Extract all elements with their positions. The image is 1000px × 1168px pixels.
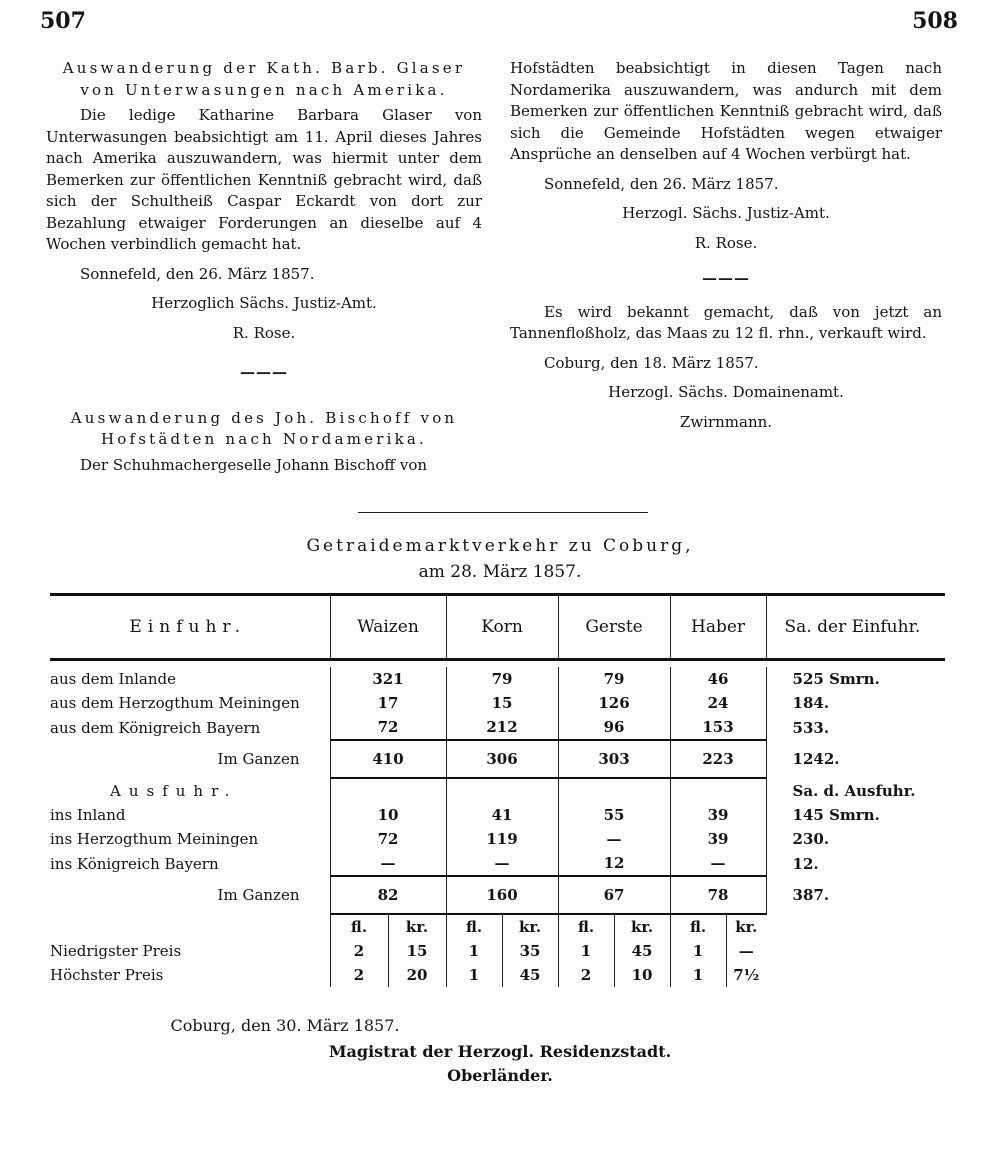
- cell-value: —: [670, 851, 766, 876]
- cell-sum: 145 Smrn.: [766, 803, 945, 827]
- unit-kr: kr.: [388, 914, 446, 939]
- row-label: aus dem Herzogthum Meiningen: [50, 694, 300, 712]
- cell-value: 79: [558, 667, 670, 691]
- cell-value: 55: [558, 803, 670, 827]
- market-date: am 28. März 1857.: [418, 562, 582, 582]
- cell-value: 79: [446, 667, 558, 691]
- unit-fl: fl.: [670, 914, 726, 939]
- cell-price: 1: [558, 939, 614, 963]
- notice-body-bischoff-start: Der Schuhmachergeselle Johann Bischoff von: [80, 455, 428, 474]
- cell-value: 15: [446, 691, 558, 715]
- table-row: [50, 803, 945, 827]
- cell-price: 20: [388, 963, 446, 987]
- cell-sum-total: 1242.: [766, 740, 945, 778]
- cell-price: 1: [446, 939, 502, 963]
- import-total-row: [50, 740, 945, 778]
- cell-value: 24: [670, 691, 766, 715]
- cell-price: 1: [446, 963, 502, 987]
- cell-price: 2: [558, 963, 614, 987]
- header-gerste: Gerste: [558, 595, 670, 660]
- notice-title-glaser-line1: Auswanderung der Kath. Barb. Glaser: [62, 59, 466, 77]
- footer-signature: Oberländer.: [447, 1066, 553, 1085]
- cell-value: —: [330, 851, 446, 876]
- cell-price: 1: [670, 963, 726, 987]
- cell-price: 35: [502, 939, 558, 963]
- row-label: Höchster Preis: [50, 966, 164, 984]
- cell-value: —: [558, 827, 670, 851]
- header-einfuhr: Einfuhr.: [50, 595, 330, 660]
- notice-signature-holz: Zwirnmann.: [679, 412, 773, 431]
- cell-value: 96: [558, 715, 670, 740]
- table-row: [50, 691, 945, 715]
- notice-place-date-holz: Coburg, den 18. März 1857.: [544, 353, 759, 372]
- unit-kr: kr.: [502, 914, 558, 939]
- section-rule: [358, 512, 648, 513]
- price-row-high: [50, 963, 945, 987]
- notice-body-glaser: Die ledige Katharine Barbara Glaser von Unterwasungen beabsichtigt am 11. April dieses Jahres nach Amerika auszuwandern, was hiermit unter dem Bemerken zur öffentlichen Kenntniß gebracht wird, daß sich der Schultheiß Caspar Eckardt von dort zur Bezahlung etwaiger Forderungen an dieselbe auf 4 Wochen verbindlich gemacht hat.: [46, 106, 482, 253]
- row-label: ins Herzogthum Meiningen: [50, 830, 259, 848]
- header-korn: Korn: [446, 595, 558, 660]
- cell-sum: 533.: [766, 715, 945, 740]
- notice-title-glaser-line2: von Unterwasungen nach Amerika.: [80, 80, 448, 99]
- cell-sum-total: 387.: [766, 876, 945, 914]
- cell-price: —: [726, 939, 766, 963]
- cell-sum: 230.: [766, 827, 945, 851]
- header-sum-export: Sa. d. Ausfuhr.: [766, 778, 945, 803]
- cell-value: 12: [558, 851, 670, 876]
- row-label: aus dem Königreich Bayern: [50, 718, 261, 737]
- unit-kr: kr.: [614, 914, 670, 939]
- export-total-row: [50, 876, 945, 914]
- footer-place-date: Coburg, den 30. März 1857.: [170, 1016, 400, 1035]
- header-sum-import: Sa. der Einfuhr.: [766, 595, 945, 660]
- table-header-row: [50, 595, 945, 660]
- cell-sum: 12.: [766, 851, 945, 876]
- page-number-left: 507: [40, 8, 86, 34]
- cell-value: 321: [330, 667, 446, 691]
- row-label: ins Inland: [50, 806, 126, 824]
- page-number-right: 508: [912, 8, 958, 34]
- cell-total: 160: [446, 876, 558, 914]
- cell-price: 7½: [726, 963, 766, 987]
- cell-price: 15: [388, 939, 446, 963]
- notice-place-date-glaser: Sonnefeld, den 26. März 1857.: [80, 264, 315, 283]
- cell-value: 119: [446, 827, 558, 851]
- row-label: aus dem Inlande: [50, 670, 177, 688]
- unit-row: [50, 914, 945, 939]
- cell-value: 46: [670, 667, 766, 691]
- notice-signature-glaser: R. Rose.: [232, 323, 296, 342]
- notice-authority-glaser: Herzoglich Sächs. Justiz-Amt.: [151, 294, 377, 312]
- cell-value: 17: [330, 691, 446, 715]
- header-waizen: Waizen: [330, 595, 446, 660]
- cell-value: 10: [330, 803, 446, 827]
- cell-value: 126: [558, 691, 670, 715]
- notice-separator: ———: [240, 363, 288, 381]
- grain-market-table: [50, 593, 945, 987]
- unit-fl: fl.: [558, 914, 614, 939]
- table-row: [50, 667, 945, 691]
- cell-sum: 525 Smrn.: [766, 667, 945, 691]
- cell-total: 303: [558, 740, 670, 778]
- footer-authority: Magistrat der Herzogl. Residenzstadt.: [328, 1042, 672, 1061]
- notice-authority-holz: Herzogl. Sächs. Domainenamt.: [608, 383, 844, 401]
- table-row: [50, 715, 945, 740]
- header-haber: Haber: [670, 595, 766, 660]
- export-section-label: Ausfuhr.: [110, 781, 238, 800]
- cell-value: 41: [446, 803, 558, 827]
- unit-fl: fl.: [330, 914, 388, 939]
- table-row: [50, 851, 945, 876]
- export-section-row: [50, 778, 945, 803]
- left-column: [46, 58, 482, 476]
- cell-value: 39: [670, 827, 766, 851]
- notice-body-bischoff-cont: Hofstädten beabsichtigt in diesen Tagen nach Nordamerika auszuwandern, was andurch mit dem Bemerken zur öffentlichen Kenntniß gebracht wird, daß sich die Gemeinde Hofstädten wegen etwaiger Ansprüche an denselben auf 4 Wochen verbürgt hat.: [510, 59, 942, 163]
- cell-price: 10: [614, 963, 670, 987]
- cell-value: 39: [670, 803, 766, 827]
- cell-price: 2: [330, 963, 388, 987]
- cell-total: 82: [330, 876, 446, 914]
- cell-price: 45: [614, 939, 670, 963]
- notice-signature-bischoff: R. Rose.: [694, 233, 758, 252]
- cell-total: 410: [330, 740, 446, 778]
- unit-kr: kr.: [726, 914, 766, 939]
- cell-value: 212: [446, 715, 558, 740]
- notice-title-bischoff-line1: Auswanderung des Joh. Bischoff von: [70, 408, 458, 427]
- cell-value: 153: [670, 715, 766, 740]
- cell-sum: 184.: [766, 691, 945, 715]
- notice-title-bischoff-line2: Hofstädten nach Nordamerika.: [100, 430, 428, 448]
- cell-total: 67: [558, 876, 670, 914]
- notice-authority-bischoff: Herzogl. Sächs. Justiz-Amt.: [622, 204, 830, 222]
- cell-price: 1: [670, 939, 726, 963]
- row-label-total: Im Ganzen: [217, 750, 300, 768]
- cell-value: 72: [330, 715, 446, 740]
- cell-total: 306: [446, 740, 558, 778]
- cell-total: 78: [670, 876, 766, 914]
- right-column: [510, 58, 942, 433]
- notice-separator-right: ———: [702, 269, 750, 287]
- cell-price: 2: [330, 939, 388, 963]
- notice-place-date-bischoff: Sonnefeld, den 26. März 1857.: [544, 174, 779, 193]
- notice-body-holz: Es wird bekannt gemacht, daß von jetzt an Tannenfloßholz, das Maas zu 12 fl. rhn., verkauft wird.: [510, 302, 942, 342]
- cell-total: 223: [670, 740, 766, 778]
- cell-value: —: [446, 851, 558, 876]
- unit-fl: fl.: [446, 914, 502, 939]
- cell-value: 72: [330, 827, 446, 851]
- row-label-total: Im Ganzen: [217, 886, 300, 904]
- cell-price: 45: [502, 963, 558, 987]
- table-row: [50, 827, 945, 851]
- market-title: Getraidemarktverkehr zu Coburg,: [306, 536, 694, 556]
- row-label: Niedrigster Preis: [50, 942, 182, 960]
- row-label: ins Königreich Bayern: [50, 854, 219, 873]
- price-row-low: [50, 939, 945, 963]
